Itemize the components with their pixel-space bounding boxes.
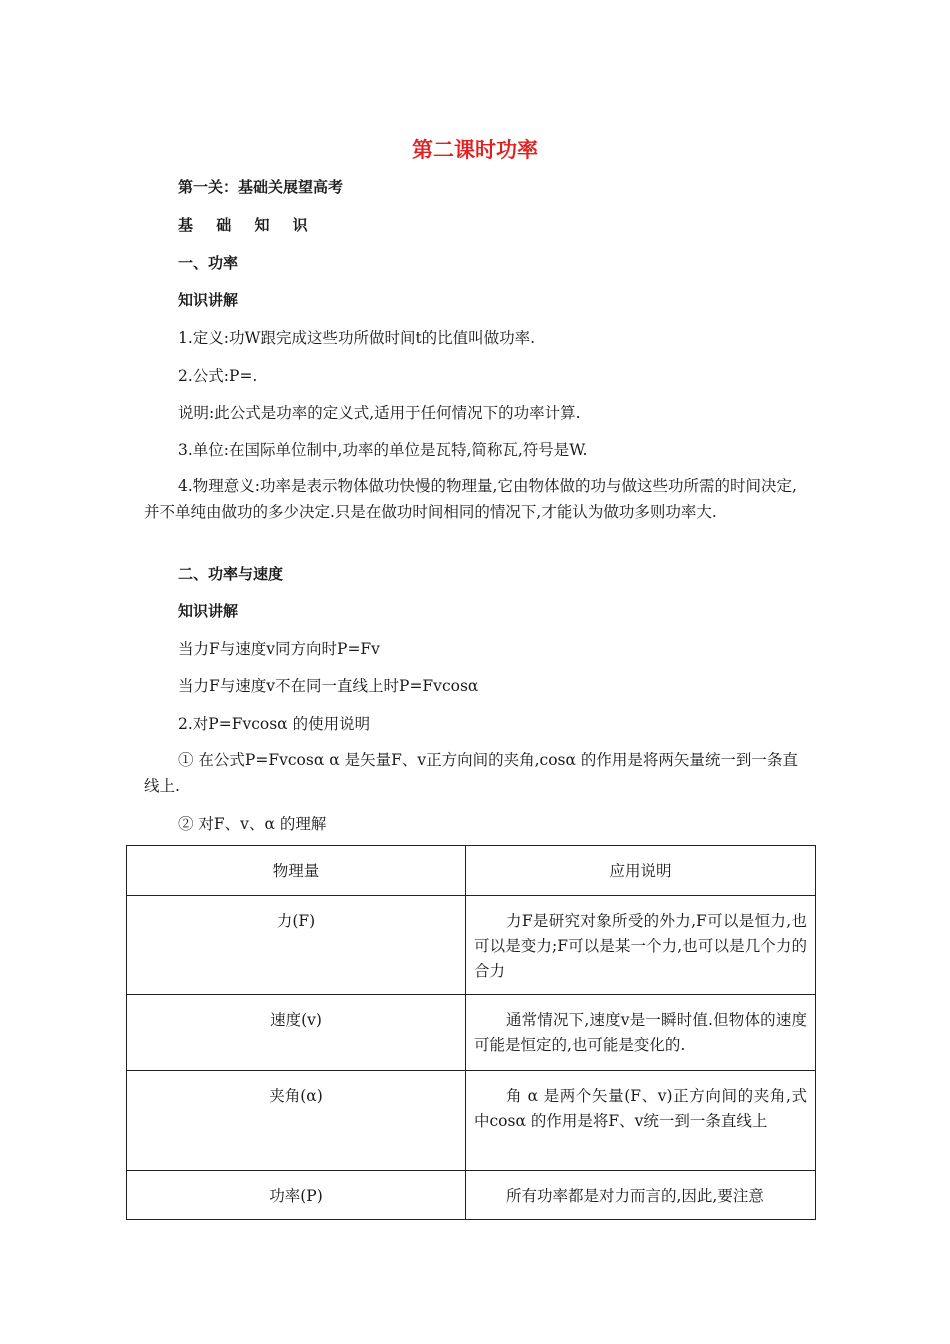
table-header-cell: 物理量: [127, 846, 466, 896]
table-row: [127, 1071, 816, 1171]
quantity-cell: 功率(P): [127, 1171, 466, 1220]
quantity-cell: 速度(v): [127, 995, 466, 1071]
part1-label: 知识讲解: [178, 291, 239, 309]
usage-paragraph-2: ② 对F、v、α 的理解: [178, 815, 327, 833]
table-row: [127, 1171, 816, 1220]
quantity-cell: 夹角(α): [127, 1071, 466, 1171]
explanation-text: 说明:此公式是功率的定义式,适用于任何情况下的功率计算.: [178, 404, 581, 422]
same-direction-text: 当力F与速度v同方向时P=Fv: [178, 640, 380, 658]
table-row: [127, 995, 816, 1071]
usage-paragraph-1: ① 在公式P=Fvcosα α 是矢量F、v正方向间的夹角,cosα 的作用是将两矢量统一到一条直线上.: [144, 751, 798, 795]
subheading: 基 础 知 识: [178, 216, 317, 234]
note-cell: 所有功率都是对力而言的,因此,要注意: [466, 1171, 816, 1220]
table-header-cell: 应用说明: [466, 846, 816, 896]
usage-heading-text: 2.对P=Fvcosα 的使用说明: [178, 715, 371, 733]
part2-label: 知识讲解: [178, 602, 239, 620]
note-cell: 力F是研究对象所受的外力,F可以是恒力,也可以是变力;F可以是某一个力,也可以是几个力的合力: [466, 896, 816, 995]
note-cell: 角 α 是两个矢量(F、v)正方向间的夹角,式中cosα 的作用是将F、v统一到一条直线上: [466, 1071, 816, 1171]
unit-text: 3.单位:在国际单位制中,功率的单位是瓦特,简称瓦,符号是W.: [178, 441, 588, 459]
angle-text: 当力F与速度v不在同一直线上时P=Fvcosα: [178, 677, 479, 695]
section-heading: 第一关：基础关展望高考: [178, 178, 344, 196]
quantity-table: [126, 845, 816, 1220]
note-cell: 通常情况下,速度v是一瞬时值.但物体的速度可能是恒定的,也可能是变化的.: [466, 995, 816, 1071]
page-title: 第二课时功率: [412, 138, 538, 162]
part2-heading: 二、功率与速度: [178, 565, 284, 583]
table-row: [127, 896, 816, 995]
formula-text: 2.公式:P=.: [178, 367, 258, 385]
definition-text: 1.定义:功W跟完成这些功所做时间t的比值叫做功率.: [178, 329, 536, 347]
table-header-row: [127, 846, 816, 896]
quantity-cell: 力(F): [127, 896, 466, 995]
meaning-paragraph: 4.物理意义:功率是表示物体做功快慢的物理量,它由物体做的功与做这些功所需的时间决定,并不单纯由做功的多少决定.只是在做功时间相同的情况下,才能认为做功多则功率大.: [144, 477, 797, 521]
part1-heading: 一、功率: [178, 254, 239, 272]
